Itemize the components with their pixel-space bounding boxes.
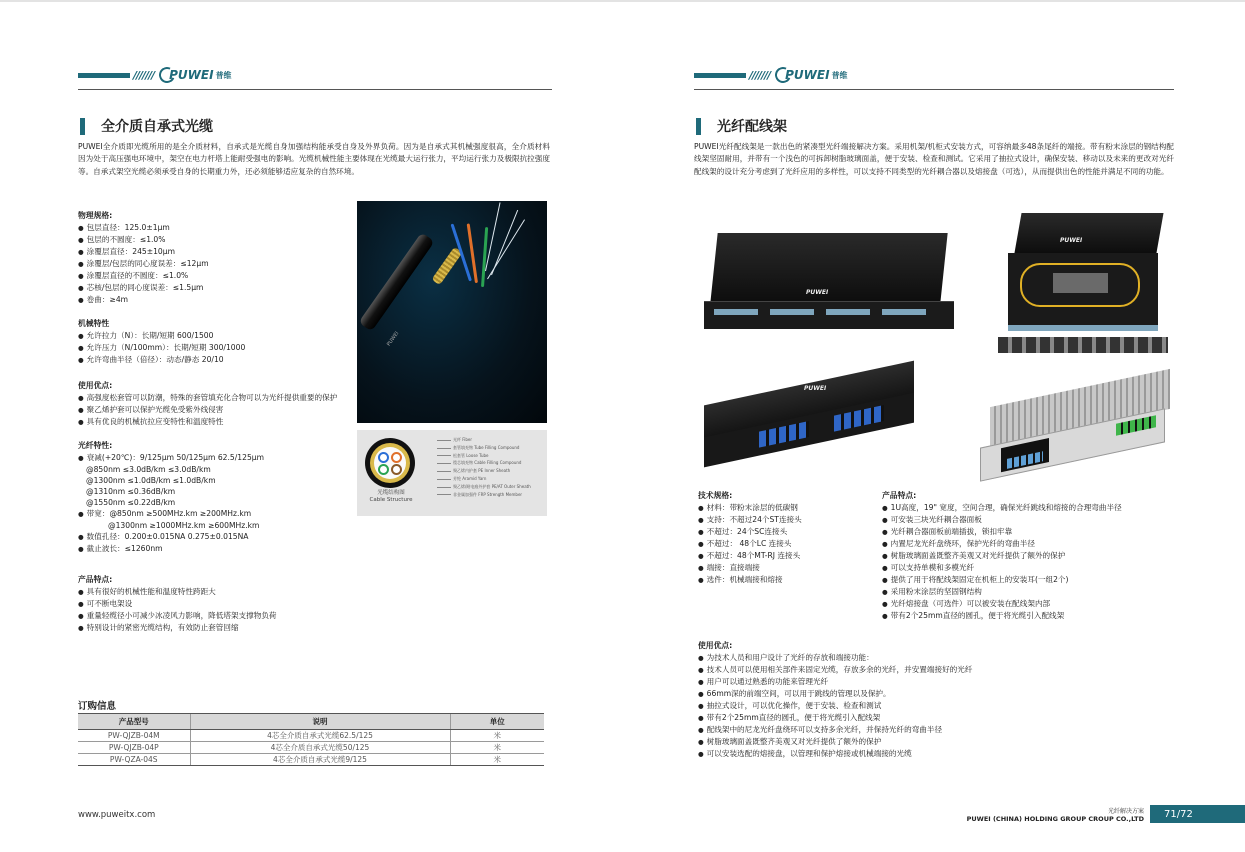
patch-panel-sc-photo [704,363,919,478]
header-line [78,89,552,90]
table-row: PW-QZA-04S 4芯全介质自承式光缆9/125 米 [78,754,544,766]
cable-print: PUWEI [386,330,401,348]
header-line [694,89,1174,90]
technical-specs: 技术规格: ● 材料：带粉末涂层的低碳钢 ● 支持：不超过24个ST连接头 ● 不超过：24个SC连接头 ● 不超过： 48个LC 连接头 ● 不超过：48个MT-RJ 连接头 ● 端接：直接端接 ● 选件：机械端接和熔接 [698,490,802,586]
list-item: ● 提供了用于将配线架固定在机柜上的安装耳(一组2个) [882,574,1122,586]
table-row: PW-QJZB-04P 4芯全介质自承式光缆50/125 米 [78,742,544,754]
table-row: PW-QJZB-04M 4芯全介质自承式光缆62.5/125 米 [78,730,544,742]
bandwidth-row: @1300nm ≥1000MHz.km ≥600MHz.km [108,521,260,530]
usage-advantages: 使用优点: ● 高强度松套管可以防潮，特殊的套管填充化合物可以为光纤提供重要的保护 ● 聚乙烯护套可以保护光缆免受紫外线侵害 ● 具有优良的机械抗拉应变特性和温度特性 [78,380,337,428]
panel-tray [1008,253,1158,325]
list-item: ● 包层的不圆度：≤1.0% [78,234,209,246]
order-table [78,713,544,766]
list-item: ● 包层直径：125.0±1µm [78,222,209,234]
fiber-strand [487,219,525,279]
list-item: ● 内置尼龙光纤盘绕环，保护光纤的弯曲半径 [882,538,1122,550]
structure-legend: 光纤 Fiber 套管填充物 Tube Filling Compound 松套管 Loose Tube 缆芯填充物 Cable Filling Compound 聚乙烯内护套 PE Inner Sheath 芳纶 Aramid Yarn 聚乙烯/耐电痕外护套 PE/AT Outer Sheath 非金属加强件 FRP Strength Member [437,436,531,498]
list-item: ● 带宽：@850nm ≥500MHz.km ≥200MHz.km [78,508,264,520]
page-title: 光纤配线架 [717,119,787,135]
panel-lid [1014,213,1163,253]
list-item: ● 不超过：48个MT-RJ 连接头 [698,550,802,562]
sc-adapters [834,405,884,432]
intro-paragraph: PUWEI全介质即光缆所用的是全介质材料，自承式是光缆自身加强结构能承受自身及外界负荷。因为是自承式其机械强度很高，全介质材料因为处于高压强电环境中，架空在电力杆塔上能耐受强电的影响。光缆机械性能主要体现在光缆最大运行张力，平均运行张力及极限抗拉强度等。自承式架空光缆必须承受自身的长期重力外，还必须能够适应复杂的自然环境。 [78,142,550,176]
list-item: ● 可以安装选配的熔接盘，以管理和保护熔接或机械端接的光缆 [698,748,972,760]
splice-tray [1053,273,1108,293]
list-item: ● 配线架中的尼龙光纤盘绕环可以支持多余光纤，并保持光纤的弯曲半径 [698,724,972,736]
footer-url[interactable]: www.puweitx.com [78,810,156,820]
cable-photo [357,201,547,423]
section-title [696,116,787,136]
product-features: 产品特点: ● 1U高度，19" 宽度，空间合理，确保光纤跳线和熔接的合理弯曲半径 ● 可安装三块光纤耦合器面板 ● 光纤耦合器面板前端插拔，锁扣牢靠 ● 内置尼龙光纤盘绕环，保护光纤的弯曲半径 ● 树脂玻璃面盖既整齐美观又对光纤提供了额外的保护 ● 可以支持单模和多模光纤 ● 提供了用于将配线架固定在机柜上的安装耳(一组2个) ● 采用粉末涂层的坚固钢结构 ● 光纤熔接盘（可选件）可以被安装在配线架内部 ● 带有2个25mm直径的圆孔，便于将光缆引入配线架 [882,490,1122,622]
mechanical-specs: 机械特性 ● 允许拉力（N）：长期/短期 600/1500 ● 允许压力（N/100mm）：长期/短期 300/1000 ● 允许弯曲半径（倍径）：动态/静态 20/10 [78,318,245,366]
list-item: ● 选件：机械端接和熔接 [698,574,802,586]
patch-panel-open-photo [990,213,1175,358]
list-item: ● 可不断电架设 [78,598,277,610]
loose-tube-brown [391,464,402,475]
product-features: 产品特点: ● 具有很好的机械性能和温度特性跨距大 ● 可不断电架设 ● 重量轻缆径小可减少冰凌风力影响，降低塔架支撑物负荷 ● 特别设计的紧密光缆结构，有效防止套管回缩 [78,574,277,634]
list-item: ● 具有优良的机械抗拉应变特性和温度特性 [78,416,337,428]
cable-sheath [358,232,434,331]
left-page [0,0,620,852]
list-item: ● 支持：不超过24个ST连接头 [698,514,802,526]
list-item: ● 带有2个25mm直径的圆孔，便于将光缆引入配线架 [882,610,1122,622]
physical-specs: 物理规格: ● 包层直径：125.0±1µm ● 包层的不圆度：≤1.0% ● 涂覆层直径：245±10µm ● 涂覆层/包层的同心度误差：≤12µm ● 涂覆层直径的不圆度：≤1.0% ● 芯核/包层的同心度误差：≤1.5µm ● 卷曲：≥4m [78,210,209,306]
port-strip [826,309,870,315]
list-item: ● 可安装三块光纤耦合器面板 [882,514,1122,526]
list-item: ● 具有很好的机械性能和温度特性跨距大 [78,586,277,598]
list-item: ● 数值孔径：0.200±0.015NA 0.275±0.015NA [78,531,264,543]
brand-slashes: /////// [133,68,155,82]
sc-adapters [759,421,809,448]
title-marker [696,118,701,135]
list-item: ● 可以支持单模和多模光纤 [882,562,1122,574]
brand-header [78,66,232,84]
company-info: 光纤解决方案 PUWEI (CHINA) HOLDING GROUP CROUP CO.,LTD [966,807,1144,823]
puwei-logo: PUWEI 普维 [775,67,847,83]
list-item: ● 树脂玻璃面盖既整齐美观又对光纤提供了额外的保护 [698,736,972,748]
list-item: ● 芯核/包层的同心度误差：≤1.5µm [78,282,209,294]
panel-logo: PUWEI [1060,237,1083,244]
title-marker [80,118,85,135]
loose-tube-blue [378,452,389,463]
attenuation-row: @1300nm ≤1.0dB/km ≤1.0dB/km [86,476,216,485]
list-item: ● 特别设计的紧密光缆结构，有效防止套管回缩 [78,622,277,634]
port-strip [1008,325,1158,331]
port-strip [882,309,926,315]
list-item: ● 端接：直接端接 [698,562,802,574]
order-title: 订购信息 [78,701,117,712]
list-item: ● 允许弯曲半径（倍径）：动态/静态 20/10 [78,354,245,366]
page-footer [967,805,1245,823]
inner-core [374,447,406,479]
loose-tube-orange [391,452,402,463]
list-item: ● 允许拉力（N）：长期/短期 600/1500 [78,330,245,342]
fiber-specs: 光纤特性: ● 衰减(+20℃)：9/125µm 50/125µm 62.5/125µm @850nm ≤3.0dB/km ≤3.0dB/km @1300nm ≤1.0dB/km ≤1.0dB/km @1310nm ≤0.36dB/km @1550nm ≤0.22dB/km ● 带宽：@850nm ≥500MHz.km ≥200MHz.km @1300nm ≥1000MHz.km ≥600MHz.km ● 数值孔径：0.200±0.015NA 0.275±0.015NA ● 截止波长：≤1260nm [78,440,264,555]
rack-rail [998,337,1168,353]
structure-caption: 光缆结构图 Cable Structure [369,490,413,503]
list-item: ● 衰减(+20℃)：9/125µm 50/125µm 62.5/125µm [78,452,264,464]
list-item: ● 材料：带粉末涂层的低碳钢 [698,502,802,514]
list-item: ● 1U高度，19" 宽度，空间合理，确保光纤跳线和熔接的合理弯曲半径 [882,502,1122,514]
panel-lid [710,233,947,303]
brand-bar [78,73,130,78]
list-item: ● 为技术人员和用户设计了光纤的存放和端接功能： [698,652,972,664]
table-header-row: 产品型号 说明 单位 [78,714,544,730]
cable-structure-diagram [357,430,547,516]
patch-panel-rack-photo [980,378,1175,483]
list-item: ● 光纤耦合器面板前端插拔，锁扣牢靠 [882,526,1122,538]
brand-header [694,66,848,84]
brand-bar [694,73,746,78]
list-item: ● 抽拉式设计，可以优化操作，便于安装、检查和测试 [698,700,972,712]
list-item: ● 用户可以通过熟悉的功能来管理光纤 [698,676,972,688]
list-item: ● 不超过： 48个LC 连接头 [698,538,802,550]
list-item: ● 涂覆层直径的不圆度：≤1.0% [78,270,209,282]
list-item: ● 重量轻缆径小可减少冰凌风力影响，降低塔架支撑物负荷 [78,610,277,622]
loose-tube-green [378,464,389,475]
list-item: ● 截止波长：≤1260nm [78,543,264,555]
list-item: ● 高强度松套管可以防潮，特殊的套管填充化合物可以为光纤提供重要的保护 [78,392,337,404]
puwei-logo: PUWEI 普维 [159,67,231,83]
attenuation-row: @850nm ≤3.0dB/km ≤3.0dB/km [86,465,211,474]
panel-logo: PUWEI [804,385,827,392]
list-item: ● 聚乙烯护套可以保护光缆免受紫外线侵害 [78,404,337,416]
list-item: ● 66mm深的前端空间，可以用于跳线的管理以及保护。 [698,688,972,700]
list-item: ● 技术人员可以使用相关部件来固定光缆，存放多余的光纤，并安置端接好的光纤 [698,664,972,676]
attenuation-row: @1550nm ≤0.22dB/km [86,498,176,507]
aramid-yarn [431,247,462,286]
list-item: ● 不超过：24个SC连接头 [698,526,802,538]
list-item: ● 卷曲：≥4m [78,294,209,306]
section-title [80,116,213,136]
lc-adapters-green [1116,415,1156,436]
usage-advantages: 使用优点: ● 为技术人员和用户设计了光纤的存放和端接功能： ● 技术人员可以使用相关部件来固定光缆，存放多余的光纤，并安置端接好的光纤 ● 用户可以通过熟悉的功能来管理光纤 ● 66mm深的前端空间，可以用于跳线的管理以及保护。 ● 抽拉式设计，可以优化操作，便于安装、检查和测试 ● 带有2个25mm直径的圆孔，便于将光缆引入配线架 ● 配线架中的尼龙光纤盘绕环可以支持多余光纤，并保持光纤的弯曲半径 ● 树脂玻璃面盖既整齐美观又对光纤提供了额外的保护 ● 可以安装选配的熔接盘，以管理和保护熔接或机械端接的光缆 [698,640,972,760]
list-item: ● 涂覆层直径：245±10µm [78,246,209,258]
patch-panel-closed-photo [704,233,954,333]
attenuation-row: @1310nm ≤0.36dB/km [86,487,176,496]
port-strip [714,309,758,315]
brand-slashes: /////// [749,68,771,82]
list-item: ● 采用粉末涂层的坚固钢结构 [882,586,1122,598]
intro-paragraph: PUWEI光纤配线架是一款出色的紧凑型光纤端接解决方案。采用机架/机柜式安装方式，可容纳最多48条尾纤的端接。带有粉末涂层的钢结构配线架坚固耐用，并带有一个浅色的可拆卸树脂玻璃面盖，便于安装、检查和测试。它采用了抽拉式设计，确保安装、移动以及未来的更改对光纤配线架的设计充分考虑到了光纤应用的多样性，可以支持不同类型的光纤耦合器以及熔接盘（可选），从而提供出色的性能并满足不同的功能。 [694,142,1174,176]
list-item: ● 光纤熔接盘（可选件）可以被安装在配线架内部 [882,598,1122,610]
right-page [620,0,1245,852]
panel-front [704,301,954,329]
list-item: ● 涂覆层/包层的同心度误差：≤12µm [78,258,209,270]
list-item: ● 带有2个25mm直径的圆孔，便于将光缆引入配线架 [698,712,972,724]
list-item: ● 允许压力（N/100mm）：长期/短期 300/1000 [78,342,245,354]
page-title: 全介质自承式光缆 [101,119,213,135]
list-item: ● 树脂玻璃面盖既整齐美观又对光纤提供了额外的保护 [882,550,1122,562]
page-number: 71/72 [1150,805,1245,823]
panel-logo: PUWEI [806,289,829,296]
port-strip [770,309,814,315]
